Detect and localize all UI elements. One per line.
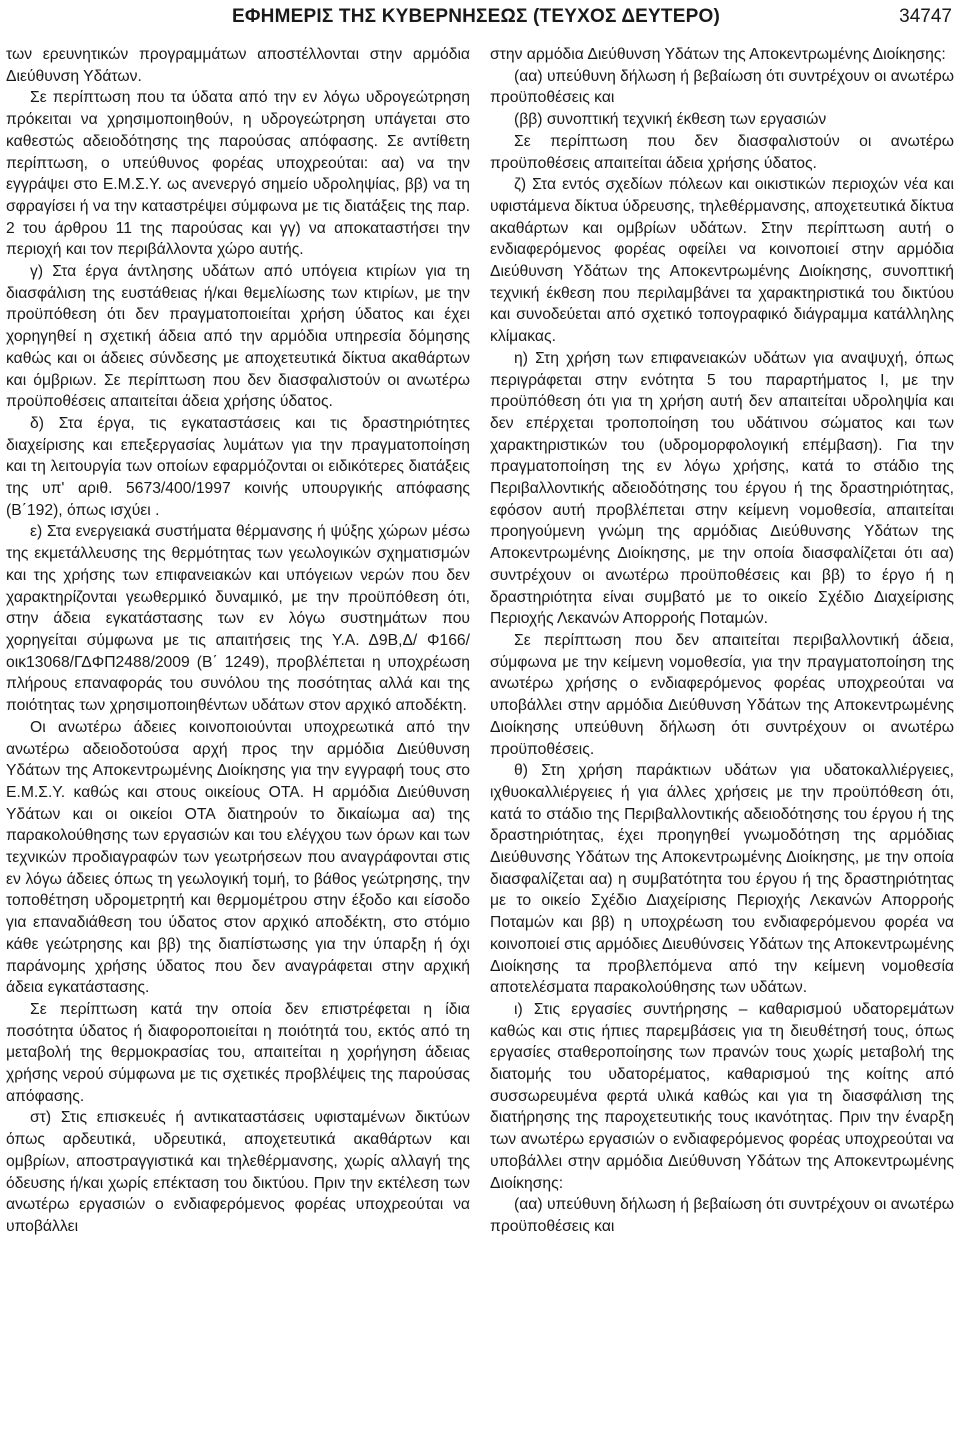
- paragraph: Σε περίπτωση που δεν απαιτείται περιβαλλοντική άδεια, σύμφωνα με την κείμενη νομοθεσία, για την πραγματοποίηση της ανωτέρω χρήσης ο ενδιαφερόμενος φορέας υποχρεούται να υποβάλλει στην αρμόδια Διεύθυνση Υδάτων της Αποκεντρωμένης Διοίκησης υπεύθυνη δήλωση ότι συντρέχουν οι ανωτέρω προϋποθέσεις.: [490, 631, 954, 758]
- paragraph: Σε περίπτωση κατά την οποία δεν επιστρέφεται η ίδια ποσότητα ύδατος ή διαφοροποιείται η ποιότητά του, εκτός από τη μεταβολή της θερμοκρασίας του, απαιτείται η χορήγηση άδειας χρήσης νερού σύμφωνα με τις σχετικές προβλέψεις της παρούσας απόφασης.: [6, 1000, 470, 1105]
- page-number: 34747: [899, 6, 952, 27]
- paragraph: δ) Στα έργα, τις εγκαταστάσεις και τις δραστηριότητες διαχείρισης και επεξεργασίας λυμάτων για την πραγματοποίηση και τη λειτουργία των οποίων εφαρμόζονται οι ειδικότερες διατάξεις της υπ' αριθ. 5673/400/1997 κοινής υπουργικής απόφασης (Β΄192), όπως ισχύει .: [6, 414, 470, 519]
- paragraph: ι) Στις εργασίες συντήρησης – καθαρισμού υδατορεμάτων καθώς και στις ήπιες παρεμβάσεις για τη διευθέτησή τους, όπως εργασίες σταθεροποίησης των πρανών τους χωρίς μεταβολή της διατομής του υδατορέματος, καθαρισμού της κοίτης από συσσωρευμένα φερτά υλικά καθώς και για τη διασφάλιση της διατήρησης της παροχετευτικής τους ικανότητας. Πριν την έναρξη των ανωτέρω εργασιών ο ενδιαφερόμενος φορέας υποχρεούται να υποβάλλει στην αρμόδια Διεύθυνση Υδάτων της Αποκεντρωμένης Διοίκησης:: [490, 1000, 954, 1192]
- paragraph: (αα) υπεύθυνη δήλωση ή βεβαίωση ότι συντρέχουν οι ανωτέρω προϋποθέσεις και: [490, 67, 954, 107]
- paragraph: Σε περίπτωση που τα ύδατα από την εν λόγω υδρογεώτρηση πρόκειται να χρησιμοποιηθούν, η υδρογεώτρηση υπάγεται στο καθεστώς αδειοδότησης της παρούσας απόφασης. Σε αντίθετη περίπτωση, ο υπεύθυνος φορέας υποχρεούται: αα) να την εγγράψει στο Ε.Μ.Σ.Υ. ως ανενεργό σημείο υδροληψίας, ββ) να τη σφραγίσει ή να την καταστρέψει σύμφωνα με τις διατάξεις της παρ. 2 του άρθρου 11 της παρούσας και γγ) να αποκαταστήσει την περιοχή και τον περιβάλλοντα χώρο αυτής.: [6, 89, 470, 259]
- paragraph: στ) Στις επισκευές ή αντικαταστάσεις υφισταμένων δικτύων όπως αρδευτικά, υδρευτικά, αποχετευτικά ακαθάρτων και ομβρίων, αποστραγγιστικά και τηλεθέρμανσης, χωρίς αλλαγή της όδευσης ή/και χωρίς επέκταση του δικτύου. Πριν την εκτέλεση των ανωτέρω εργασιών ο ενδιαφερόμενος φορέας υποχρεούται να υποβάλλει: [6, 1109, 470, 1235]
- paragraph: ε) Στα ενεργειακά συστήματα θέρμανσης ή ψύξης χώρων μέσω της εκμετάλλευσης της θερμότητας των γεωλογικών σχηματισμών και της χρήσης των επιφανειακών και υπόγειων νερών που δεν χαρακτηρίζονται γεωθερμικό δυναμικό, με την προϋπόθεση ότι, στην άδεια εγκατάστασης των εν λόγω συστημάτων που χορηγείται σύμφωνα με τις απαιτήσεις της Υ.Α. Δ9Β,Δ/ Φ166/οικ13068/ΓΔΦΠ2488/2009 (Β΄ 1249), προβλέπεται η υποχρέωση πλήρους επαναφοράς του συνόλου της ποσότητας αλλά και της ποιότητας των χρησιμοποιηθέντων υδάτων στον αρχικό αποδέκτη.: [6, 523, 470, 715]
- right-column: [490, 44, 954, 1238]
- paragraph: στην αρμόδια Διεύθυνση Υδάτων της Αποκεντρωμένης Διοίκησης:: [490, 46, 946, 63]
- paragraph: ζ) Στα εντός σχεδίων πόλεων και οικιστικών περιοχών νέα και υφιστάμενα δίκτυα ύδρευσης, τηλεθέρμανσης, αποχετευτικά δίκτυα ακαθάρτων και ομβρίων υδάτων. Στην περίπτωση αυτή ο ενδιαφερόμενος φορέας οφείλει να κοινοποιεί στην αρμόδια Διεύθυνση Υδάτων της Αποκεντρωμένης Διοίκησης, συνοπτική τεχνική έκθεση που περιλαμβάνει τα χαρακτηριστικά του δικτύου και συνοδεύεται από σχετικό τοπογραφικό διάγραμμα κατάλληλης κλίμακας.: [490, 176, 954, 346]
- paragraph: θ) Στη χρήση παράκτιων υδάτων για υδατοκαλλιέργειες, ιχθυοκαλλιέργειες ή για άλλες χρήσεις με την προϋπόθεση ότι, κατά το στάδιο της Περιβαλλοντικής αδειοδότησης του έργου ή της δραστηριότητας, έχει προηγηθεί γνωμοδότηση της αρμόδιας Διεύθυνσης Υδάτων της Αποκεντρωμένης Διοίκησης, με την οποία διασφαλίζεται αα) η συμβατότητα του έργου ή της δραστηριότητας με το οικείο Σχέδιο Διαχείρισης Περιοχής Λεκανών Απορροής Ποταμών και ββ) η υποχρέωση του ενδιαφερόμενου φορέα να κοινοποιεί στις αρμόδιες Διευθύνσεις Υδάτων της Αποκεντρωμένης Διοίκησης τα προβλεπόμενα από την κείμενη νομοθεσία αποτελέσματα παρακολούθησης των υδάτων.: [490, 762, 954, 997]
- paragraph: (αα) υπεύθυνη δήλωση ή βεβαίωση ότι συντρέχουν οι ανωτέρω προϋποθέσεις και: [490, 1196, 954, 1235]
- paragraph: (ββ) συνοπτική τεχνική έκθεση των εργασιών: [514, 111, 827, 129]
- page-header: [0, 4, 960, 32]
- paragraph: η) Στη χρήση των επιφανειακών υδάτων για αναψυχή, όπως περιγράφεται στην ενότητα 5 του παραρτήματος Ι, με την προϋπόθεση ότι για τη χρήση αυτή δεν απαιτείται υδροληψία και δεν επέρχεται τροποποίηση του υδάτινου σώματος και των χαρακτηριστικών του (υδρομορφολογική επέμβαση). Για την πραγματοποίηση της εν λόγω χρήσης, κατά το στάδιο της Περιβαλλοντικής αδειοδότησης του έργου ή της δραστηριότητας, εφόσον αυτή προβλέπεται στην κείμενη νομοθεσία, απαιτείται προηγούμενη γνώμη της αρμόδιας Διεύθυνσης Υδάτων της Αποκεντρωμένης Διοίκησης, με την οποία διασφαλίζεται ότι αα) συντρέχουν οι ανωτέρω προϋποθέσεις και ββ) το έργο ή η δραστηριότητα είναι συμβατό με το οικείο Σχέδιο Διαχείρισης Περιοχής Λεκανών Απορροής Ποταμών.: [490, 349, 954, 628]
- paragraph: γ) Στα έργα άντλησης υδάτων από υπόγεια κτιρίων για τη διασφάλιση της ευστάθειας ή/και θεμελίωσης των κτιρίων, με την προϋπόθεση ότι δεν πραγματοποιείται χρήση ύδατος και έχει χορηγηθεί η σχετική άδεια από την αρμόδια υπηρεσία δόμησης καθώς και οι άδειες σύνδεσης με αποχετευτικά δίκτυα ακαθάρτων και όμβριων. Σε περίπτωση που δεν διασφαλιστούν οι ανωτέρω προϋποθέσεις απαιτείται άδεια χρήσης ύδατος.: [6, 263, 470, 411]
- paragraph: των ερευνητικών προγραμμάτων αποστέλλονται στην αρμόδια Διεύθυνση Υδάτων.: [6, 46, 470, 85]
- paragraph: Οι ανωτέρω άδειες κοινοποιούνται υποχρεωτικά από την ανωτέρω αδειοδοτούσα αρχή προς την αρμόδια Διεύθυνση Υδάτων της Αποκεντρωμένης Διοίκησης για την εγγραφή τους στο Ε.Μ.Σ.Υ. καθώς και στους οικείους ΟΤΑ. Η αρμόδια Διεύθυνση Υδάτων και οι οικείοι ΟΤΑ διατηρούν το δικαίωμα αα) της παρακολούθησης των εργασιών και του ελέγχου των όρων και των τεχνικών προδιαγραφών των γεωτρήσεων που αναγράφονται στις εν λόγω άδειες όπως τη γεωλογική τομή, το βάθος γεώτρησης, την τοποθέτηση υδρομετρητή και θερμομέτρου στην έξοδο και είσοδο για επαναδιάθεση του ύδατος στον αρχικό αποδέκτη, στο στόμιο κάθε γεώτρησης και ββ) της διαπίστωσης για την ύπαρξη ή όχι παράνομης χρήσης ύδατος που δεν αναγράφεται στην αρχική άδεια εγκατάστασης.: [6, 718, 470, 997]
- gazette-title: ΕΦΗΜΕΡΙΣ ΤΗΣ ΚΥΒΕΡΝΗΣΕΩΣ (ΤΕΥΧΟΣ ΔΕΥΤΕΡΟ): [232, 6, 720, 27]
- left-column: [6, 44, 470, 1238]
- paragraph: Σε περίπτωση που δεν διασφαλιστούν οι ανωτέρω προϋποθέσεις απαιτείται άδεια χρήσης ύδατος.: [490, 132, 954, 172]
